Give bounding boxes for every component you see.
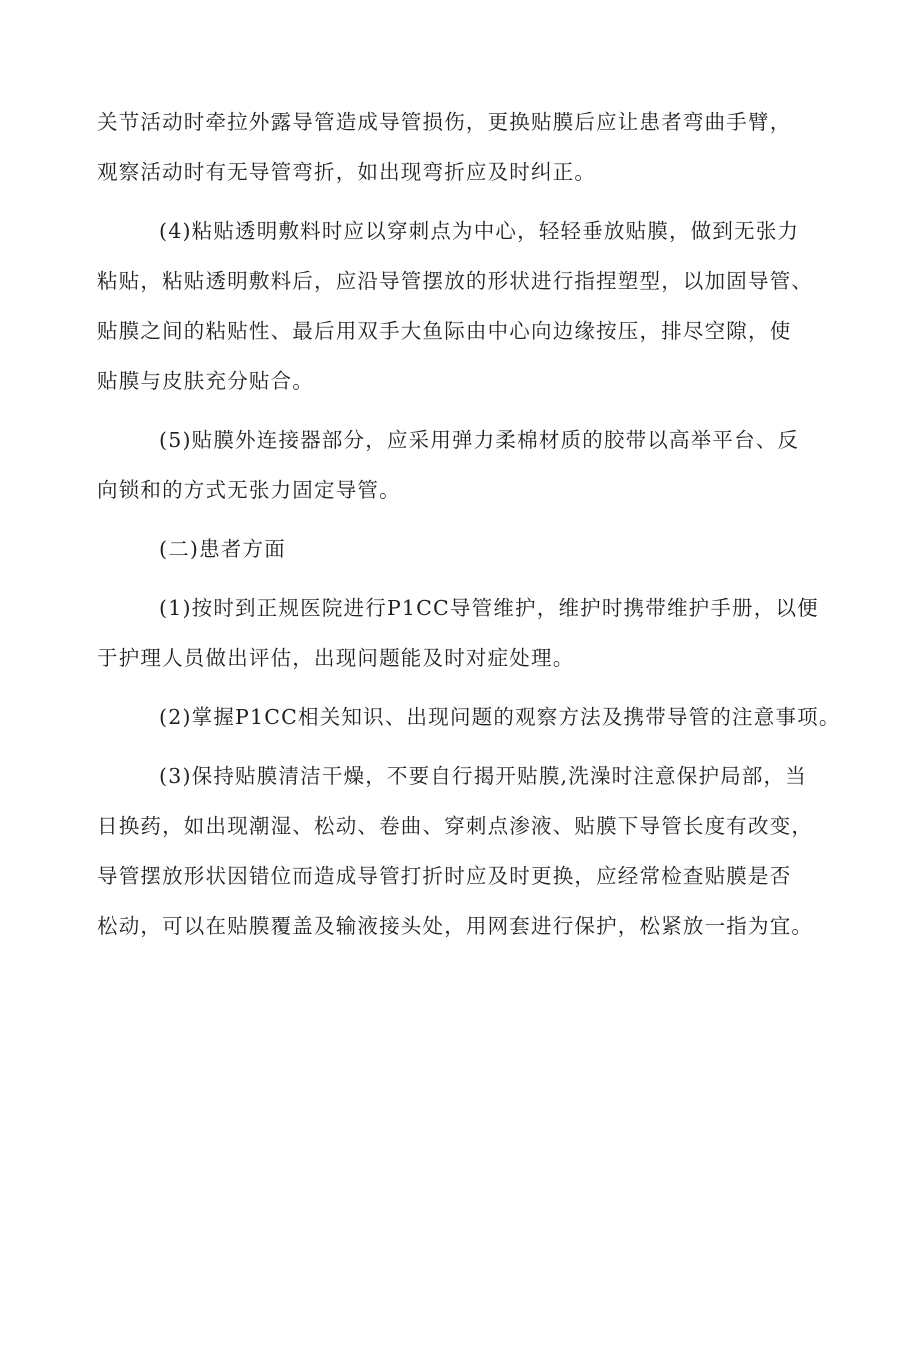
text-line: 关节活动时牵拉外露导管造成导管损伤，更换贴膜后应让患者弯曲手臂， [97,110,792,134]
paragraph-patient-item-3 [97,751,867,951]
document-body [97,97,867,951]
text-line: (2)掌握P1CC相关知识、出现问题的观察方法及携带导管的注意事项。 [159,705,841,729]
text-line: (4)粘贴透明敷料时应以穿刺点为中心，轻轻垂放贴膜，做到无张力 [159,219,800,243]
text-line: (5)贴膜外连接器部分，应采用弹力柔棉材质的胶带以高举平台、反 [159,428,800,452]
text-line: 导管摆放形状因错位而造成导管打折时应及时更换，应经常检查贴膜是否 [97,864,792,888]
paragraph-patient-item-2 [97,692,867,742]
text-line: 粘贴，粘贴透明敷料后，应沿导管摆放的形状进行指捏塑型，以加固导管、 [97,269,814,293]
paragraph-item-4 [97,206,867,406]
text-line: 松动，可以在贴膜覆盖及输液接头处，用网套进行保护，松紧放一指为宜。 [97,914,814,938]
text-line: (3)保持贴膜清洁干燥，不要自行揭开贴膜,洗澡时注意保护局部，当 [159,764,807,788]
text-line: 贴膜与皮肤充分贴合。 [97,369,314,393]
text-line: (1)按时到正规医院进行P1CC导管维护，维护时携带维护手册，以便 [159,596,819,620]
text-line: 观察活动时有无导管弯折，如出现弯折应及时纠正。 [97,160,597,184]
paragraph-patient-item-1 [97,583,867,683]
section-heading: (二)患者方面 [159,537,286,561]
text-line: 贴膜之间的粘贴性、最后用双手大鱼际由中心向边缘按压，排尽空隙，使 [97,319,792,343]
text-line: 日换药，如出现潮湿、松动、卷曲、穿刺点渗液、贴膜下导管长度有改变， [97,814,814,838]
text-line: 向锁和的方式无张力固定导管。 [97,478,401,502]
paragraph-continuation [97,97,867,197]
text-line: 于护理人员做出评估，出现问题能及时对症处理。 [97,646,575,670]
paragraph-item-5 [97,415,867,515]
section-heading-patient [97,524,867,574]
